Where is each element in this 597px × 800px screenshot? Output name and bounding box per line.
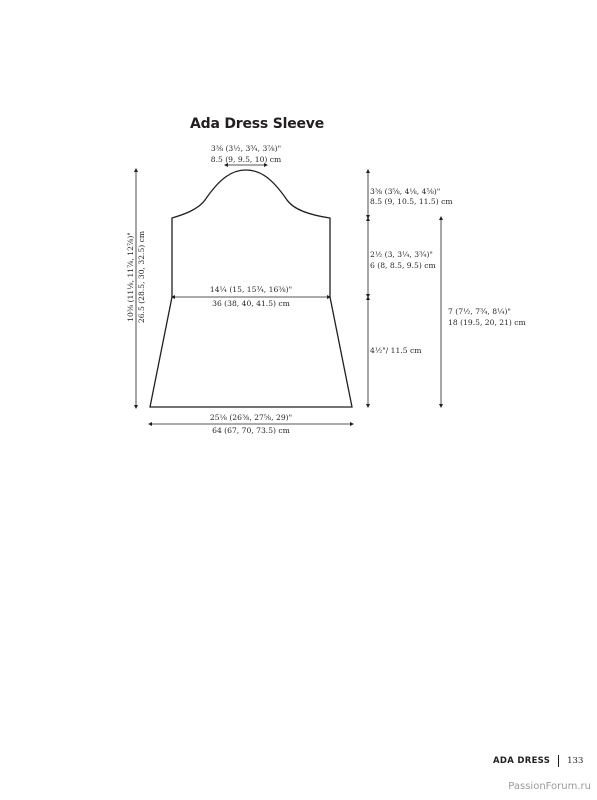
underarm-label-in: 7 (7½, 7¾, 8¼)": [448, 307, 511, 316]
lower-height-label: 4½"/ 11.5 cm: [370, 346, 422, 355]
cap-height-label-cm: 8.5 (9, 10.5, 11.5) cm: [370, 197, 453, 206]
diagram-title: Ada Dress Sleeve: [190, 116, 325, 132]
bottom-width-label-cm: 64 (67, 70, 73.5) cm: [212, 426, 290, 435]
upper-label-in: 2½ (3, 3¼, 3¾)": [370, 250, 433, 259]
total-length-label-cm: 26.5 (28.5, 30, 32.5) cm: [137, 230, 146, 324]
bottom-width-label-in: 25⅛ (26⅜, 27⅝, 29)": [209, 413, 293, 422]
total-length-label-in: 10⅜ (11⅛, 11⅞, 12⅞)": [126, 232, 135, 322]
cap-top-label-cm: 8.5 (9, 9.5, 10) cm: [210, 155, 282, 164]
page-footer: [493, 754, 583, 768]
watermark: PassionForum.ru: [508, 781, 591, 792]
page-number: 133: [567, 756, 584, 766]
mid-width-label-in: 14¼ (15, 15¾, 16⅜)": [209, 285, 293, 294]
footer-section-title: ADA DRESS: [493, 756, 551, 766]
mid-width-label-cm: 36 (38, 40, 41.5) cm: [212, 299, 290, 308]
upper-label-cm: 6 (8, 8.5, 9.5) cm: [370, 261, 436, 270]
cap-top-label-in: 3⅜ (3½, 3¾, 3⅞)": [210, 144, 282, 153]
footer-divider: [558, 755, 559, 767]
cap-height-label-in: 3⅜ (3⅝, 4⅛, 4⅝)": [370, 187, 441, 196]
underarm-label-cm: 18 (19.5, 20, 21) cm: [448, 318, 526, 327]
